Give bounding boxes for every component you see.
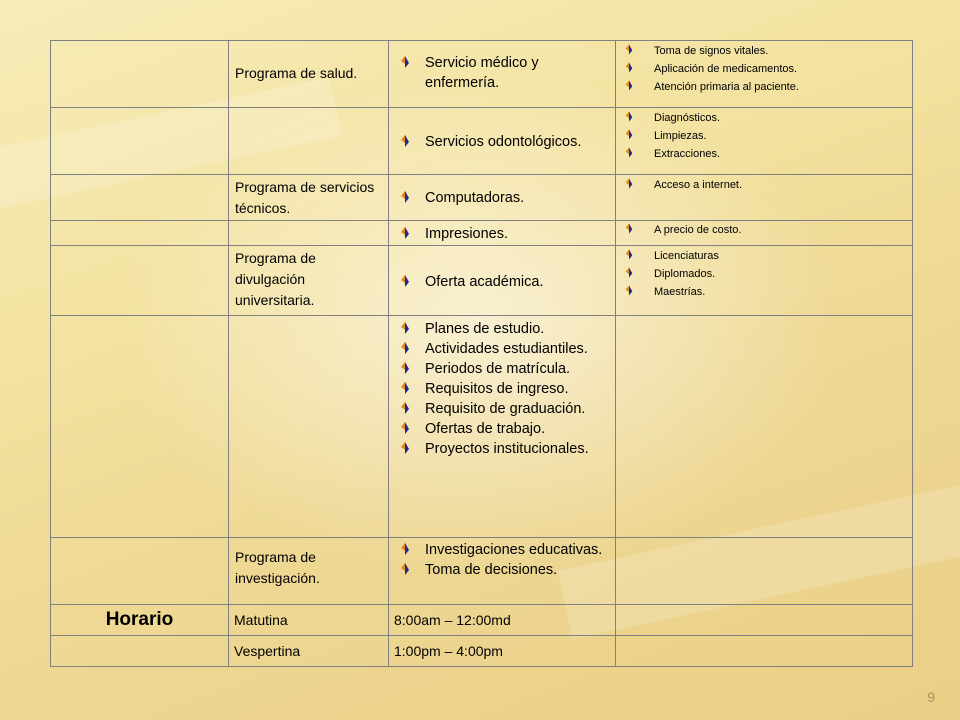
shift-cell: Vespertina	[229, 636, 389, 667]
arrow-bullet-icon	[624, 44, 634, 55]
list-item: Diplomados.	[616, 265, 912, 283]
list-item: Atención primaria al paciente.	[616, 78, 912, 96]
arrow-bullet-icon	[624, 267, 634, 278]
table-row	[51, 175, 913, 221]
blank-cell	[51, 41, 229, 108]
list-item: Maestrías.	[616, 283, 912, 301]
services-table	[50, 40, 913, 667]
services-cell	[389, 221, 616, 246]
arrow-bullet-icon	[399, 543, 411, 555]
arrow-bullet-icon	[399, 442, 411, 454]
time-cell: 8:00am – 12:00md	[389, 605, 616, 636]
list-item: Periodos de matrícula.	[389, 359, 615, 379]
details-cell	[616, 221, 913, 246]
services-cell	[389, 108, 616, 175]
program-cell: Programa de servicios técnicos.	[229, 175, 389, 221]
details-cell	[616, 41, 913, 108]
list-item: Computadoras.	[389, 188, 615, 208]
program-cell: Programa de investigación.	[229, 538, 389, 605]
arrow-bullet-icon	[399, 563, 411, 575]
blank-cell	[51, 246, 229, 316]
arrow-bullet-icon	[399, 362, 411, 374]
arrow-bullet-icon	[399, 56, 411, 68]
blank-cell	[51, 316, 229, 538]
arrow-bullet-icon	[624, 129, 634, 140]
table-row	[51, 221, 913, 246]
arrow-bullet-icon	[624, 147, 634, 158]
list-item: Licenciaturas	[616, 247, 912, 265]
list-item: Servicio médico y enfermería.	[389, 53, 615, 93]
arrow-bullet-icon	[624, 62, 634, 73]
arrow-bullet-icon	[624, 249, 634, 260]
list-item: Ofertas de trabajo.	[389, 419, 615, 439]
list-item: Actividades estudiantiles.	[389, 339, 615, 359]
program-cell	[229, 221, 389, 246]
table-row	[51, 108, 913, 175]
services-cell	[389, 246, 616, 316]
list-item: Limpiezas.	[616, 127, 912, 145]
details-cell	[616, 175, 913, 221]
list-item: A precio de costo.	[616, 221, 912, 239]
table-row	[51, 538, 913, 605]
blank-cell	[51, 538, 229, 605]
services-cell	[389, 41, 616, 108]
blank-cell	[51, 221, 229, 246]
time-cell: 1:00pm – 4:00pm	[389, 636, 616, 667]
list-item: Impresiones.	[389, 224, 615, 244]
blank-cell	[51, 108, 229, 175]
program-cell	[229, 108, 389, 175]
list-item: Requisitos de ingreso.	[389, 379, 615, 399]
services-cell	[389, 538, 616, 605]
details-cell	[616, 246, 913, 316]
table-row	[51, 41, 913, 108]
list-item: Toma de decisiones.	[389, 560, 615, 580]
details-cell	[616, 538, 913, 605]
list-item: Extracciones.	[616, 145, 912, 163]
arrow-bullet-icon	[399, 402, 411, 414]
details-cell	[616, 316, 913, 538]
table-row	[51, 246, 913, 316]
arrow-bullet-icon	[399, 191, 411, 203]
blank-cell	[51, 636, 229, 667]
shift-cell: Matutina	[229, 605, 389, 636]
list-item: Aplicación de medicamentos.	[616, 60, 912, 78]
list-item: Requisito de graduación.	[389, 399, 615, 419]
blank-cell	[616, 605, 913, 636]
arrow-bullet-icon	[624, 111, 634, 122]
list-item: Toma de signos vitales.	[616, 42, 912, 60]
list-item: Planes de estudio.	[389, 319, 615, 339]
list-item: Investigaciones educativas.	[389, 540, 615, 560]
table-row	[51, 636, 913, 667]
arrow-bullet-icon	[624, 285, 634, 296]
services-cell	[389, 175, 616, 221]
services-cell	[389, 316, 616, 538]
program-cell: Programa de divulgación universitaria.	[229, 246, 389, 316]
blank-cell	[616, 636, 913, 667]
arrow-bullet-icon	[399, 322, 411, 334]
schedule-label: Horario	[51, 605, 229, 636]
table-row	[51, 605, 913, 636]
arrow-bullet-icon	[399, 382, 411, 394]
arrow-bullet-icon	[624, 223, 634, 234]
list-item: Oferta académica.	[389, 272, 615, 292]
details-cell	[616, 108, 913, 175]
list-item: Acceso a internet.	[616, 176, 912, 194]
list-item: Servicios odontológicos.	[389, 132, 615, 152]
arrow-bullet-icon	[399, 342, 411, 354]
arrow-bullet-icon	[624, 80, 634, 91]
arrow-bullet-icon	[399, 135, 411, 147]
arrow-bullet-icon	[399, 275, 411, 287]
list-item: Diagnósticos.	[616, 109, 912, 127]
blank-cell	[51, 175, 229, 221]
program-cell: Programa de salud.	[229, 41, 389, 108]
arrow-bullet-icon	[624, 178, 634, 189]
arrow-bullet-icon	[399, 422, 411, 434]
page-number: 9	[927, 689, 935, 705]
program-cell	[229, 316, 389, 538]
table-row	[51, 316, 913, 538]
list-item: Proyectos institucionales.	[389, 439, 615, 459]
arrow-bullet-icon	[399, 227, 411, 239]
